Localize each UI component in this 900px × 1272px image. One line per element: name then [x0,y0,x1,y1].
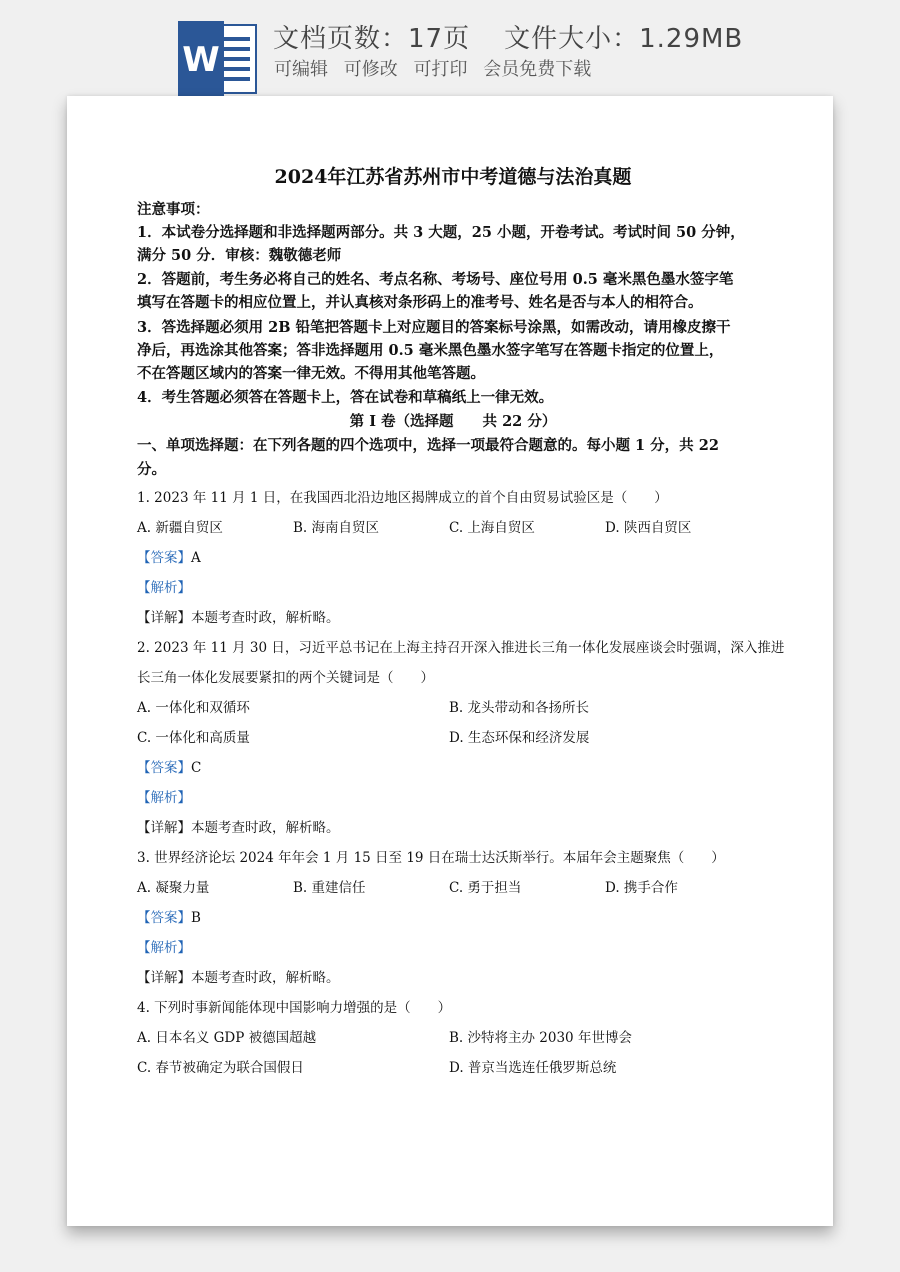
detail-tag: 【详解】 [137,610,191,626]
word-document-icon [178,21,258,97]
detail-tag: 【详解】 [137,820,191,836]
analysis-tag: 【解析】 [137,790,191,806]
notice-line: 净后，再选涂其他答案；答非选择题用 0.5 毫米黑色墨水签字笔写在答题卡指定的位置上， [137,342,724,359]
document-title: 2024年江苏省苏州市中考道德与法治真题 [274,166,632,188]
option-c: C. 春节被确定为联合国假日 [137,1060,304,1076]
answer-value: A [191,550,201,566]
option-a: A. 日本名义 GDP 被德国超越 [137,1030,317,1046]
notice-line: 2．答题前，考生务必将自己的姓名、考点名称、考场号、座位号用 0.5 毫米黑色墨水签字笔 [137,271,734,288]
detail-text: 本题考查时政，解析略。 [191,820,340,836]
file-size: 文件大小：1.29MB [504,24,744,54]
notice-line: 不在答题区域内的答案一律无效。不得用其他笔答题。 [137,365,485,382]
notice-line: 填写在答题卡的相应位置上，并认真核对条形码上的准考号、姓名是否与本人的相符合。 [137,294,703,311]
page-count: 文档页数：17页 [273,24,471,54]
option-a: A. 一体化和双循环 [137,700,250,716]
option-b: B. 海南自贸区 [293,520,380,536]
detail-line [137,966,340,986]
question-stem-cont: 长三角一体化发展要紧扣的两个关键词是（ ） [137,670,434,686]
question-stem: 2. 2023 年 11 月 30 日，习近平总书记在上海主持召开深入推进长三角一体化发展座谈会时强调，深入推进 [137,640,785,656]
notice-line: 4．考生答题必须答在答题卡上，答在试卷和草稿纸上一律无效。 [137,389,554,406]
part-heading: 一、单项选择题：在下列各题的四个选项中，选择一项最符合题意的。每小题 1 分，共 22 [137,437,719,454]
question-stem: 4. 下列时事新闻能体现中国影响力增强的是（ ） [137,1000,452,1016]
analysis-line [137,576,191,596]
option-d: D. 普京当选连任俄罗斯总统 [449,1060,617,1076]
answer-tag: 【答案】 [137,550,191,566]
detail-tag: 【详解】 [137,970,191,986]
option-d: D. 陕西自贸区 [605,520,692,536]
logo-letter: W [182,40,220,80]
analysis-tag: 【解析】 [137,940,191,956]
option-c: C. 上海自贸区 [449,520,535,536]
answer-line [137,546,201,566]
download-header [0,0,900,100]
answer-tag: 【答案】 [137,910,191,926]
detail-text: 本题考查时政，解析略。 [191,610,340,626]
feature-editable: 可编辑 [274,59,328,80]
notice-line: 1．本试卷分选择题和非选择题两部分。共 3 大题，25 小题，开卷考试。考试时间 50 分钟， [137,224,745,241]
option-d: D. 生态环保和经济发展 [449,730,590,746]
question-stem: 1. 2023 年 11 月 1 日，在我国西北沿边地区揭牌成立的首个自由贸易试验区是（ ） [137,490,668,506]
document-page [67,96,833,1226]
analysis-line [137,786,191,806]
answer-value: C [191,760,202,776]
feature-list [274,55,601,81]
file-meta [273,18,743,55]
notice-line: 满分 50 分．审核：魏敬德老师 [137,247,342,264]
question-stem: 3. 世界经济论坛 2024 年年会 1 月 15 日至 19 日在瑞士达沃斯举行。本届年会主题聚焦（ ） [137,850,725,866]
option-c: C. 一体化和高质量 [137,730,250,746]
notice-heading: 注意事项： [137,201,210,218]
feature-member-download: 会员免费下载 [483,59,592,80]
feature-printable: 可打印 [413,59,468,80]
detail-text: 本题考查时政，解析略。 [191,970,340,986]
analysis-tag: 【解析】 [137,580,191,596]
answer-line [137,906,201,926]
detail-line [137,606,340,626]
answer-tag: 【答案】 [137,760,191,776]
answer-value: B [191,910,201,926]
feature-modifiable: 可修改 [343,59,398,80]
option-b: B. 沙特将主办 2030 年世博会 [449,1030,632,1046]
option-a: A. 新疆自贸区 [137,520,223,536]
answer-line [137,756,201,776]
option-b: B. 龙头带动和各扬所长 [449,700,590,716]
option-d: D. 携手合作 [605,880,678,896]
detail-line [137,816,340,836]
option-b: B. 重建信任 [293,880,366,896]
section-title: 第 I 卷（选择题 共 22 分） [349,413,557,430]
notice-line: 3．答选择题必须用 2B 铅笔把答题卡上对应题目的答案标号涂黑，如需改动，请用橡皮擦干 [137,319,731,336]
option-a: A. 凝聚力量 [137,880,210,896]
option-c: C. 勇于担当 [449,880,522,896]
part-heading-cont: 分。 [137,461,166,478]
analysis-line [137,936,191,956]
